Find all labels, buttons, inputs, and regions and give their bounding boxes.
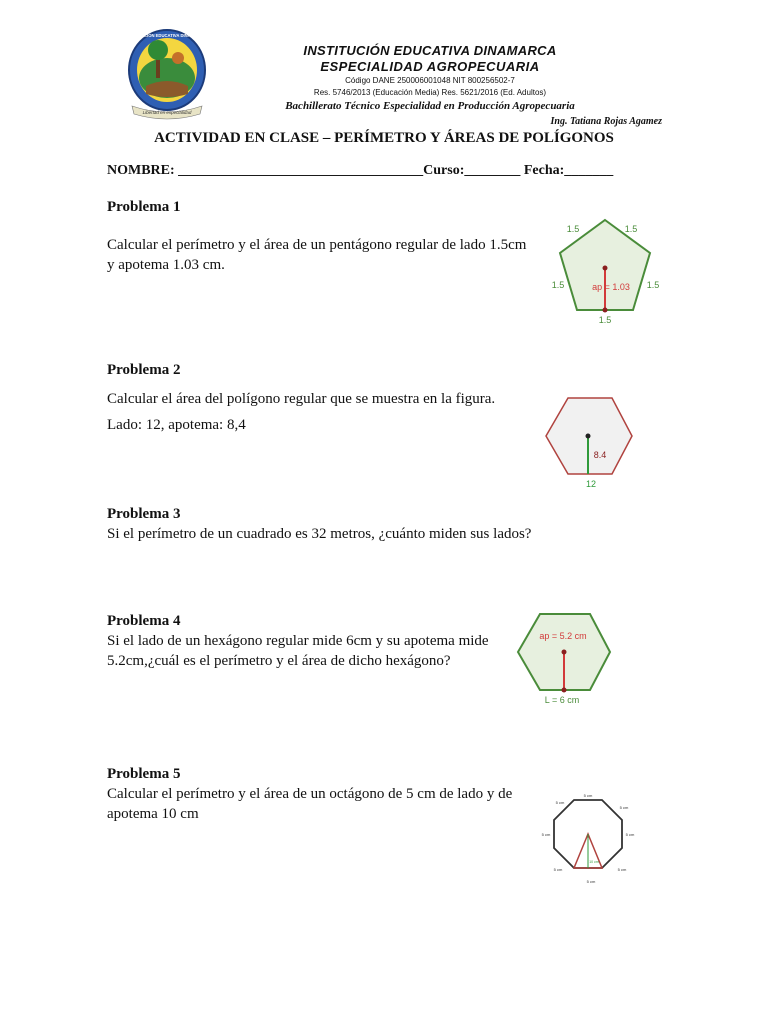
hexagon-4-apothem-label: ap = 5.2 cm xyxy=(539,631,587,641)
octagon-apothem-label: 10 cm xyxy=(589,860,599,864)
problem-5-title: Problema 5 xyxy=(107,766,181,782)
pentagon-side-left: 1.5 xyxy=(551,280,565,290)
school-logo xyxy=(126,28,208,122)
hexagon-4-side-label: L = 6 cm xyxy=(544,695,580,705)
octagon-side-top-right: 5 cm xyxy=(619,805,629,810)
octagon-side-right: 5 cm xyxy=(625,832,635,837)
pentagon-side-bottom: 1.5 xyxy=(598,315,612,325)
problem-2-text: Calcular el área del polígono regular que se muestra en la figura. xyxy=(107,391,496,407)
problem-3-text: Si el perímetro de un cuadrado es 32 metros, ¿cuánto miden sus lados? xyxy=(107,526,532,542)
problem-2-data: Lado: 12, apotema: 8,4 xyxy=(107,417,246,433)
pentagon-side-top-right: 1.5 xyxy=(624,224,638,234)
pentagon-side-top-left: 1.5 xyxy=(566,224,580,234)
octagon-side-bottom: 5 cm xyxy=(586,879,596,884)
pentagon-apothem-label: ap = 1.03 xyxy=(592,282,630,292)
teacher-name: Ing. Tatiana Rojas Agamez xyxy=(550,116,662,127)
logo-banner-text: Libertad en especialidad xyxy=(142,110,192,115)
resolutions-line: Res. 5746/2013 (Educación Media) Res. 5621/2016 (Ed. Adultos) xyxy=(313,88,547,97)
specialty-name: ESPECIALIDAD AGROPECUARIA xyxy=(320,59,540,74)
codes-line: Código DANE 250006001048 NIT 800256502-7 xyxy=(345,76,515,85)
octagon-side-bottom-left: 5 cm xyxy=(553,867,563,872)
problem-1-text: Calcular el perímetro y el área de un pentágono regular de lado 1.5cm y apotema 1.03 cm. xyxy=(107,237,527,273)
octagon-figure xyxy=(536,790,640,890)
pentagon-side-right: 1.5 xyxy=(646,280,660,290)
hexagon-figure-4 xyxy=(510,608,620,708)
hexagon-2-apothem-label: 8.4 xyxy=(593,450,607,460)
problem-5-text: Calcular el perímetro y el área de un octágono de 5 cm de lado y de apotema 10 cm xyxy=(107,786,513,822)
hexagon-figure-2 xyxy=(540,392,640,492)
student-form-line: NOMBRE: ___________________________________Curso:________ Fecha:_______ xyxy=(107,163,614,178)
octagon-side-top-left: 5 cm xyxy=(555,800,565,805)
logo-ring-text: INSTITUCIÓN EDUCATIVA DINAMARCA xyxy=(127,33,207,38)
hexagon-2-side-label: 12 xyxy=(585,479,597,489)
problem-4-title: Problema 4 xyxy=(107,613,181,629)
program-name: Bachillerato Técnico Especialidad en Producción Agropecuaria xyxy=(285,100,575,112)
problem-1-title: Problema 1 xyxy=(107,199,181,215)
activity-title: ACTIVIDAD EN CLASE – PERÍMETRO Y ÁREAS DE POLÍGONOS xyxy=(154,130,614,146)
octagon-side-bottom-right: 5 cm xyxy=(617,867,627,872)
pentagon-figure xyxy=(545,210,665,330)
octagon-side-top: 5 cm xyxy=(583,793,593,798)
problem-2-title: Problema 2 xyxy=(107,362,181,378)
institution-name: INSTITUCIÓN EDUCATIVA DINAMARCA xyxy=(303,43,557,58)
problem-4-text: Si el lado de un hexágono regular mide 6cm y su apotema mide 5.2cm,¿cuál es el perímetro y el área de dicho hexágono? xyxy=(107,633,489,669)
octagon-side-left: 5 cm xyxy=(541,832,551,837)
problem-3-title: Problema 3 xyxy=(107,506,181,522)
